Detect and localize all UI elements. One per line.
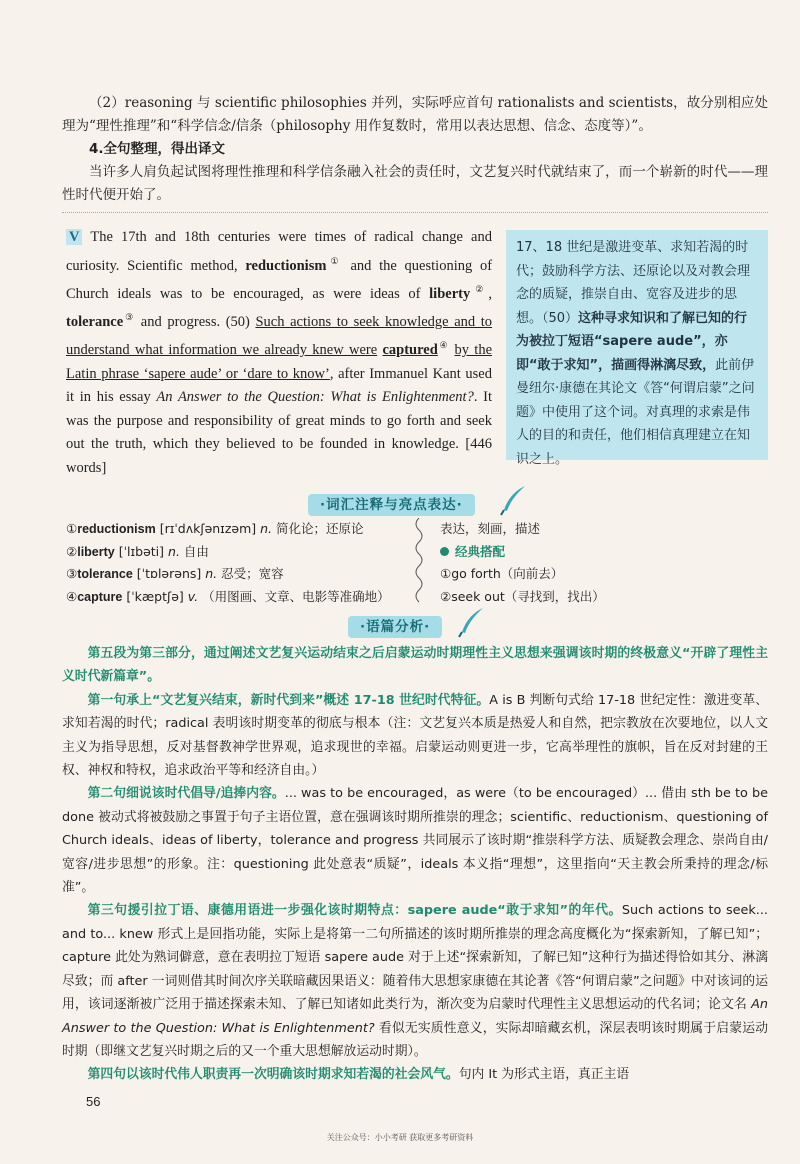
translation-highlight: 这种寻求知识和了解已知的行为被拉丁短语“sapere aude”，亦即“敢于求知”，描画得淋漓尽致， [516, 310, 748, 373]
quill-icon [498, 484, 528, 516]
vocab-item: ④capture [ˈkæptʃə] v. （用图画、文章、电影等准确地） [66, 588, 390, 604]
analysis-sentence-1: 第一句承上“文艺复兴结束，新时代到来”概述 17-18 世纪时代特征。A is B 判断句式给 17-18 世纪定性：激进变革、求知若渴的时代；radical 表明该时期变革的彻底与根本（注：文艺复兴本质是热爱人和自然，把宗教放在次要地位，以人文主义为指导思想，反对基督教神学世界观，追求现世的幸福。启蒙运动则更进一步，它高举理性的旗帜，旨在反对封建的王权、神权和特权，追求政治平等和经济自由。） [62, 692, 768, 779]
collocation-item: ②seek out（寻找到，找出） [440, 588, 605, 604]
essay-title: An Answer to the Question: What is Enlightenment? [156, 389, 474, 406]
footnote-marker: ④ [437, 340, 450, 351]
vocabulary-banner: ·词汇注释与亮点表达· [308, 494, 475, 516]
vocabulary-list [66, 518, 406, 608]
analysis-intro: 第五段为第三部分，通过阐述文艺复兴运动结束之后启蒙运动时期理性主义思想来强调该时期的终极意义“开辟了理性主义时代新篇章”。 [62, 646, 768, 685]
vocabulary-right [440, 518, 770, 608]
footer-note: 关注公众号：小小考研 获取更多考研资料 [326, 1133, 474, 1142]
sentence: and the questioning of Church ideals was to be encouraged, as were ideas of [66, 257, 493, 302]
wavy-divider [412, 518, 426, 606]
analysis-sentence-3: 第三句援引拉丁语、康德用语进一步强化该时期特点：sapere aude“敢于求知”的年代。Such actions to seek... and to... knew 形式上是回指功能，实际上是将第一二句所描述的该时期所推崇的理念高度概化为“探索新知，了解已知”；capture 此处为熟词僻意，意在表明拉丁短语 sapere aude 对于上述“探索新知，了解已知”这种行为描述得恰如其分、淋漓尽致；而 after 一词则借其时间次序关联暗藏因果语义：随着伟大思想家康德在其论著《答“何谓启蒙”之问题》中对该词的运用，该词逐渐被广泛用于描述探索未知、了解已知诸如此类行为，渐次变为启蒙时代理性主义思想运动的代名词；论文名 An Answer to the Question: What is Enlightenment? 看似无实质性意义，实际却暗藏玄机，深层表明该时期属于启蒙运动时期（即继文艺复兴时期之后的又一个重大思想解放运动时期）。 [62, 903, 769, 1059]
analysis-banner: ·语篇分析· [348, 616, 442, 638]
sentence: The 17th and 18th centuries were times of radical change and curiosity. [66, 229, 492, 274]
question-number: (50) [225, 313, 250, 330]
bullet-icon [440, 547, 449, 556]
translation-text: 此前伊曼纽尔·康德在其论文《答“何谓启蒙”之问题》中使用了这个词。对真理的求索是伟人的目的和责任，他们相信真理建立在知识之上。 [516, 357, 755, 467]
footnote-marker: ② [470, 283, 489, 294]
analysis-sentence-2: 第二句细说该时代倡导/追捧内容。... was to be encouraged，as were（to be encouraged）... 借由 sth be to be done 被动式将被鼓励之事置于句子主语位置，意在强调该时期所推崇的理念；scientific、reductionism、questioning of Church ideals、ideas of liberty，tolerance and progress 共同展示了该时期“推崇科学方法、质疑教会理念、崇尚自由/宽容/进步思想”的形象。注：questioning 此处意表“质疑”，ideals 本义指“理想”，这里指向“天主教会所秉持的理念/标准”。 [62, 786, 768, 896]
keyword: reductionism [245, 257, 327, 274]
underlined-sentence: by the Latin phrase ‘sapere aude’ or ‘dare to know’ [66, 342, 493, 382]
translation: 当许多人肩负起试图将理性推理和科学信条融入社会的责任时，文艺复兴时代就结束了，而一个崭新的时代——理性时代便开始了。 [62, 164, 768, 203]
paragraph-note-2: （2）reasoning 与 scientific philosophies 并列，实际呼应首句 rationalists and scientists，故分别相应处理为“理性推理”和“科学信念/信条（philosophy 用作复数时，常用以表达思想、信念、态度等）”。 [62, 95, 768, 134]
quill-icon [456, 606, 486, 638]
translation-text: 17、18 世纪是激进变革、求知若渴的时代；鼓励科学方法、还原论以及对教会理念的质疑，推崇自由、宽容及进步的思想。（50） [516, 240, 751, 326]
punctuation: , [488, 285, 492, 302]
translation-box [506, 230, 768, 467]
keyword: liberty [429, 285, 471, 302]
vocab-item: ①reductionism [rɪˈdʌkʃənɪzəm] n. 简化论；还原论 [66, 521, 364, 536]
footnote-marker: ① [326, 255, 343, 266]
paragraph-marker: V [66, 229, 82, 245]
keyword: tolerance [66, 313, 124, 330]
underlined-sentence: Such actions to seek knowledge and to understand what information we already knew were [66, 313, 493, 359]
discourse-analysis [62, 642, 768, 1087]
heading-4: 4.全句整理，得出译文 [89, 141, 226, 157]
keyword: captured [382, 342, 438, 359]
footnote-marker: ③ [123, 312, 136, 323]
top-section [62, 92, 768, 207]
divider [62, 212, 768, 213]
sentence: Scientific method, [127, 257, 238, 274]
sentence: . It was the purpose and responsibility of great minds to go forth and seek out the truth, which they believed to be founded in knowledge. [66, 389, 493, 453]
collocation-item: ①go forth（向前去） [440, 566, 564, 581]
collocation-heading: 经典搭配 [440, 541, 770, 564]
vocab-item: ③tolerance [ˈtɒlərəns] n. 忍受；宽容 [66, 566, 284, 581]
word-count: [446 words] [66, 436, 492, 476]
sentence: , after Immanuel Kant used it in his essay [66, 365, 492, 406]
analysis-sentence-4: 第四句以该时代伟人职责再一次明确该时期求知若渴的社会风气。句内 It 为形式主语，真正主语 [87, 1067, 630, 1083]
passage-text [66, 226, 492, 480]
vocab-continuation: 表达，刻画，描述 [440, 521, 541, 536]
vocab-item: ②liberty [ˈlɪbəti] n. 自由 [66, 543, 209, 559]
sentence: and progress. [140, 313, 221, 330]
page-number: 56 [86, 1094, 101, 1109]
